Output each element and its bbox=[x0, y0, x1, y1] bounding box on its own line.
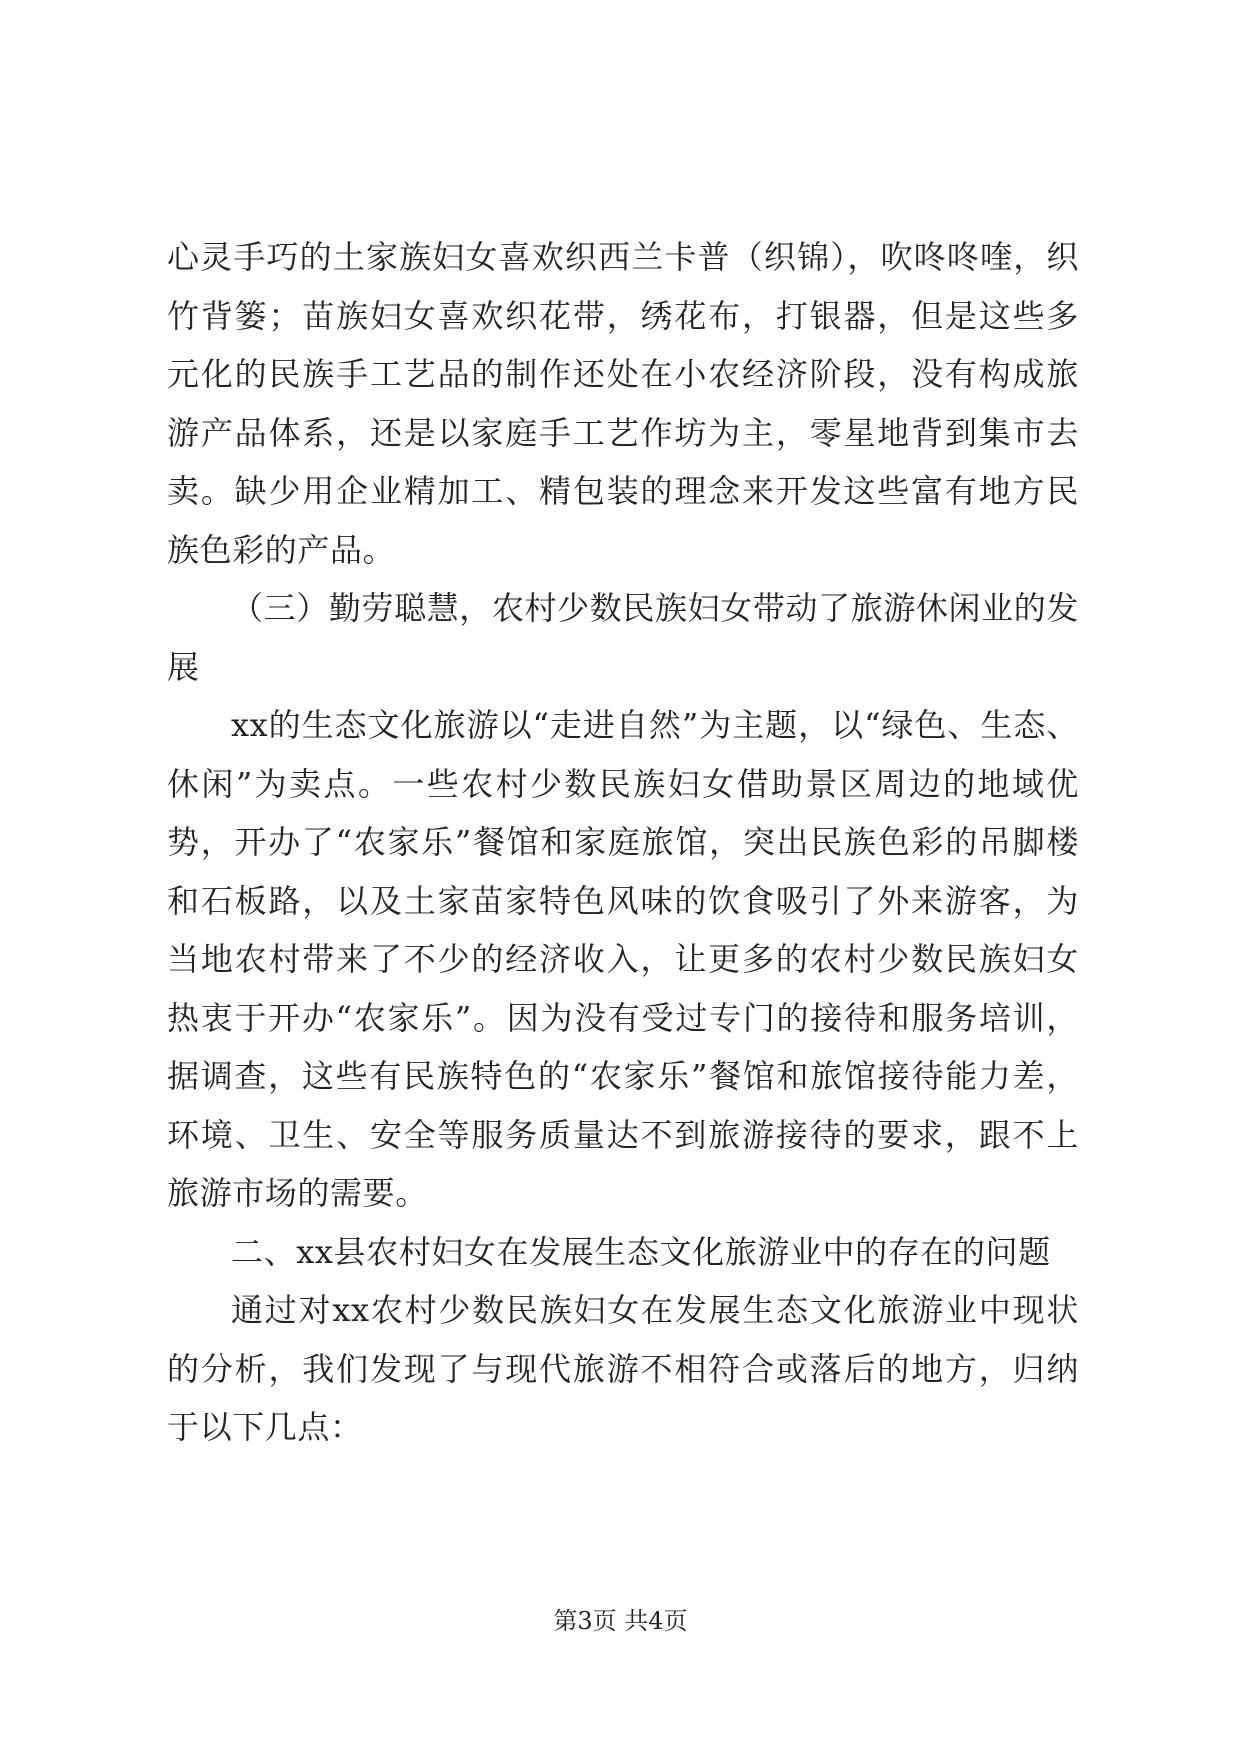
body-paragraph: 通过对xx农村少数民族妇女在发展生态文化旅游业中现状的分析，我们发现了与现代旅游不相符合或落后的地方，归纳于以下几点： bbox=[167, 1291, 1079, 1446]
section-heading-three: （三）勤劳聪慧，农村少数民族妇女带动了旅游休闲业的发展 bbox=[167, 589, 1079, 686]
section-heading-two: 二、xx县农村妇女在发展生态文化旅游业中的存在的问题 bbox=[231, 1232, 1051, 1271]
body-paragraph: xx的生态文化旅游以“走进自然”为主题，以“绿色、生态、休闲”为卖点。一些农村少数民族妇女借助景区周边的地域优势，开办了“农家乐”餐馆和家庭旅馆，突出民族色彩的吊脚楼和石板路，以及土家苗家特色风味的饮食吸引了外来游客，为当地农村带来了不少的经济收入，让更多的农村少数民族妇女热衷于开办“农家乐”。因为没有受过专门的接待和服务培训，据调查，这些有民族特色的“农家乐”餐馆和旅馆接待能力差，环境、卫生、安全等服务质量达不到旅游接待的要求，跟不上旅游市场的需要。 bbox=[167, 706, 1079, 1212]
body-paragraph: 心灵手巧的土家族妇女喜欢织西兰卡普（织锦），吹咚咚喹，织竹背篓；苗族妇女喜欢织花带，绣花布，打银器，但是这些多元化的民族手工艺品的制作还处在小农经济阶段，没有构成旅游产品体系，还是以家庭手工艺作坊为主，零星地背到集市去卖。缺少用企业精加工、精包装的理念来开发这些富有地方民族色彩的产品。 bbox=[167, 238, 1079, 569]
document-body bbox=[167, 228, 1079, 1457]
page-number-footer: 第3页 共4页 bbox=[553, 1607, 688, 1635]
